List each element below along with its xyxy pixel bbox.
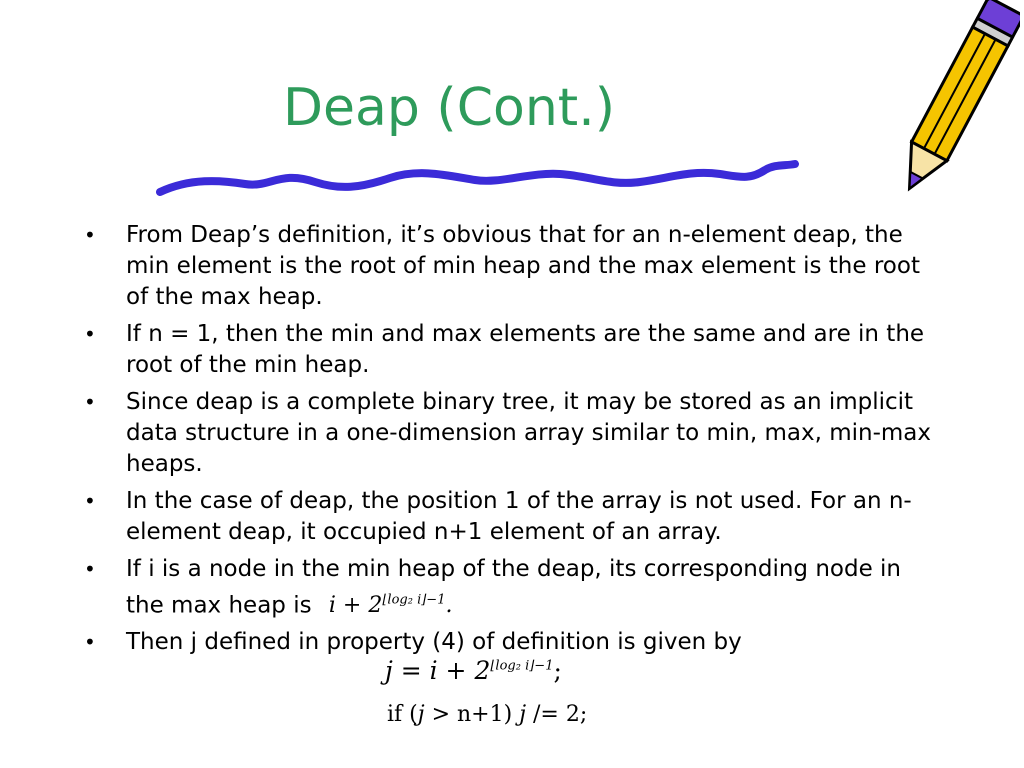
bullet-icon: •: [84, 390, 96, 414]
list-item: [82, 627, 932, 658]
formula-text: > n+1): [424, 702, 520, 727]
formula-exponent: ⌊log₂ i⌋−1: [490, 658, 554, 674]
bullet-icon: •: [84, 223, 96, 247]
list-item: [82, 486, 932, 548]
formula-rhs: i + 2: [429, 656, 491, 685]
pencil-icon: [890, 0, 1020, 210]
bullet-text: In the case of deap, the position 1 of the array is not used. For an n-element deap, it occupied n+1 element of an array.: [126, 488, 912, 545]
squiggle-underline: [150, 150, 810, 200]
bullet-icon: •: [84, 489, 96, 513]
formula-trailing: .: [445, 593, 453, 619]
bullet-icon: •: [84, 557, 96, 581]
formula-text: if (: [387, 702, 418, 727]
formula-var: j: [519, 702, 527, 727]
bullet-text: From Deap’s definition, it’s obvious that for an n-element deap, the min element is the root of min heap and the max element is the root of the max heap.: [126, 222, 920, 310]
formula-trailing: ;: [553, 656, 562, 685]
list-item: [82, 387, 932, 480]
page-title: Deap (Cont.): [283, 78, 616, 138]
list-item: [82, 554, 932, 621]
formula-text: /= 2;: [526, 702, 588, 727]
bullet-text: If i is a node in the min heap of the deap, its corresponding node in the max heap is: [126, 556, 902, 619]
conditional-formula: [387, 702, 587, 727]
bullet-icon: •: [84, 322, 96, 346]
formula-eq: =: [392, 656, 430, 685]
formula-var: j: [417, 702, 425, 727]
formula-base: i + 2: [328, 593, 383, 619]
list-item: [82, 319, 932, 381]
bullet-icon: •: [84, 630, 96, 655]
bullet-text: If n = 1, then the min and max elements are the same and are in the root of the min heap.: [126, 321, 925, 378]
formula-lhs: j: [385, 656, 393, 685]
bullet-text: Since deap is a complete binary tree, it may be stored as an implicit data structure in a one-dimension array similar to min, max, min-max heaps.: [126, 389, 931, 477]
bullet-text: Then j defined in property (4) of definition is given by: [126, 629, 742, 656]
formula-exponent: ⌊log₂ i⌋−1: [382, 593, 446, 608]
inline-formula: [329, 593, 453, 618]
list-item: [82, 220, 932, 313]
bullet-list: [82, 220, 932, 664]
centered-formula: [385, 656, 562, 685]
